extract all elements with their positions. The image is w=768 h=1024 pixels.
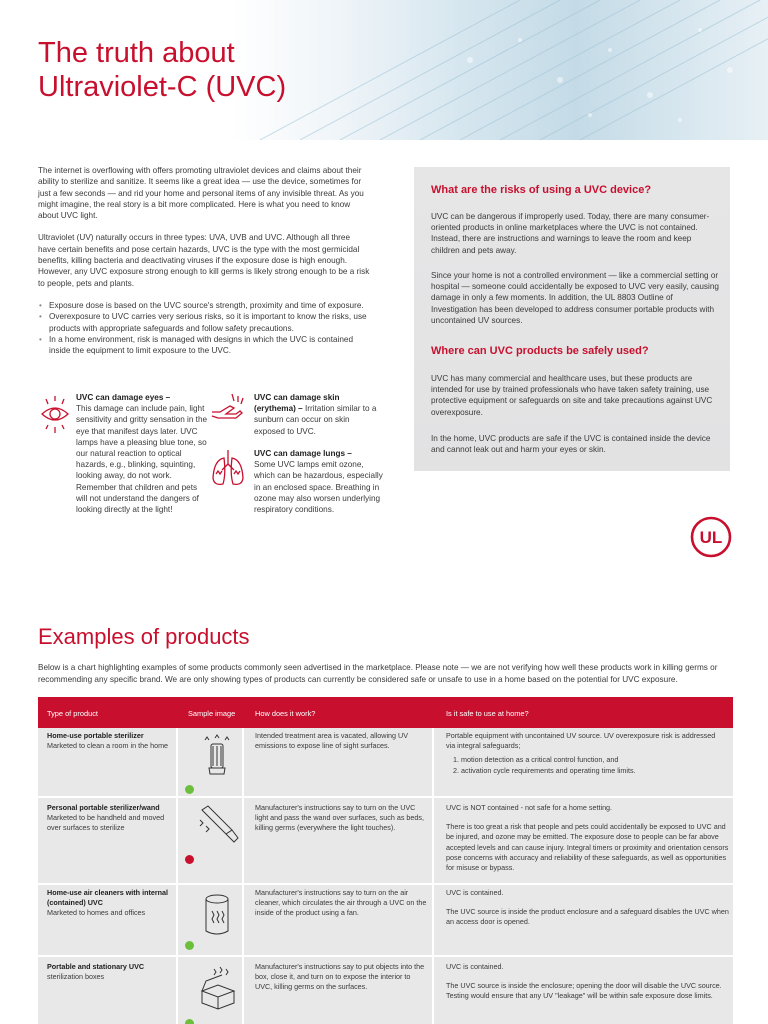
svg-text:UL: UL bbox=[699, 528, 723, 547]
status-dot-safe bbox=[185, 1019, 194, 1024]
table-row bbox=[38, 885, 733, 957]
col-header-type: Type of product bbox=[47, 709, 98, 718]
air-cleaner-icon bbox=[202, 891, 232, 937]
row-safe-detail: The UVC source is inside the enclosure; opening the door will disable the UVC source. Testing would ensure that any UV "leakage" will be within safe exposure dose limits. bbox=[446, 981, 722, 1001]
hazard-eyes bbox=[76, 392, 208, 515]
row-how: Intended treatment area is vacated, allowing UV emissions to expose line of sight surfaces. bbox=[255, 731, 409, 751]
sidebar-heading-risks: What are the risks of using a UVC device? bbox=[431, 184, 652, 196]
sidebar-heading-safe-use: Where can UVC products be safely used? bbox=[431, 345, 649, 357]
safeguard-list bbox=[446, 755, 726, 775]
table-row bbox=[38, 957, 733, 1024]
row-safe bbox=[446, 731, 726, 776]
row-type-desc: sterilization boxes bbox=[47, 972, 105, 982]
row-type-desc: Marketed to homes and offices bbox=[47, 908, 146, 918]
examples-heading: Examples of products bbox=[38, 624, 250, 649]
hazard-lungs bbox=[254, 448, 386, 515]
intro-bullet-list bbox=[38, 300, 370, 356]
eye-icon bbox=[40, 394, 70, 436]
col-header-sample: Sample image bbox=[188, 709, 236, 718]
table-header bbox=[38, 697, 733, 728]
hazard-skin bbox=[254, 392, 382, 437]
list-item: 1. motion detection as a critical control function, and bbox=[453, 755, 619, 765]
examples-intro: Below is a chart highlighting examples of some products commonly seen advertised in the marketplace. Please note — we are not verifying how well these products work in killing germs or recommending any specific brand. We are only showing types of products can currently be considered safe or unsafe to use in a home based on the potential for UVC exposure. bbox=[38, 663, 718, 684]
uv-wand-icon bbox=[196, 804, 240, 848]
list-item: • In a home environment, risk is managed with designs in which the UVC is contained inside the equipment to limit exposure to the UVC. bbox=[38, 334, 370, 357]
sterilization-box-icon bbox=[198, 965, 238, 1011]
table-row bbox=[38, 798, 733, 885]
row-type bbox=[47, 803, 173, 834]
row-type-title: Home-use portable sterilizer bbox=[47, 731, 144, 740]
row-safe bbox=[446, 888, 730, 928]
list-item: • Exposure dose is based on the UVC source's strength, proximity and time of exposure. bbox=[38, 300, 370, 311]
row-safe-text: UVC is contained. bbox=[446, 962, 504, 971]
sidebar-paragraph-4: In the home, UVC products are safe if the UVC is contained inside the device and cannot leak out and harm your eyes or skin. bbox=[431, 434, 711, 455]
table-row bbox=[38, 728, 733, 798]
intro-paragraph-1: The internet is overflowing with offers promoting ultraviolet devices and claims about their ability to sterilize and sanitize. It seems like a great idea — use the device, sometimes for just a few seconds — and rid your home and personal items of any invisible threat. As you might imagine, the real story is a bit more complicated. Here is what you need to know about UVC light. bbox=[38, 166, 364, 221]
row-how: Manufacturer's instructions say to turn on the UVC light and pass the wand over surfaces, such as beds, killing germs (everywhere the light touches). bbox=[255, 803, 425, 833]
hazard-skin-title: UVC can damage skin (erythema) – bbox=[254, 393, 340, 414]
row-type bbox=[47, 962, 173, 982]
ul-logo bbox=[690, 516, 732, 558]
hazard-lungs-text: Some UVC lamps emit ozone, which can be hazardous, especially in an enclosed space. Breathing in ozone may also worsen underlying respiratory conditions. bbox=[254, 460, 383, 515]
hand-rays-icon bbox=[210, 392, 246, 420]
col-header-how: How does it work? bbox=[255, 709, 316, 718]
intro-text bbox=[38, 165, 370, 356]
lungs-icon bbox=[210, 448, 246, 490]
col-header-safe: Is it safe to use at home? bbox=[446, 709, 529, 718]
row-type-desc: Marketed to clean a room in the home bbox=[47, 741, 169, 751]
status-dot-unsafe bbox=[185, 855, 194, 864]
list-item: • Overexposure to UVC carries very serious risks, so it is important to know the risks, use products with appropriate safeguards and follow safety precautions. bbox=[38, 311, 370, 334]
status-dot-safe bbox=[185, 785, 194, 794]
row-type-desc: Marketed to be handheld and moved over surfaces to sterilize bbox=[47, 813, 165, 833]
row-how: Manufacturer's instructions say to turn on the air cleaner, which circulates the air through a UVC on the inside of the product using a fan. bbox=[255, 888, 427, 918]
row-type-title: Personal portable sterilizer/wand bbox=[47, 803, 160, 812]
hazard-eyes-title: UVC can damage eyes – bbox=[76, 393, 171, 402]
risk-sidebar bbox=[414, 167, 730, 471]
list-item: 2. activation cycle requirements and operating time limits. bbox=[453, 765, 636, 775]
row-safe-text: UVC is contained. bbox=[446, 888, 504, 897]
room-sterilizer-lamp-icon bbox=[202, 734, 232, 778]
row-safe-detail: There is too great a risk that people and pets could accidentally be exposed to UVC and be injured, and ozone may be emitted. The exposure dose to people can be far above accepted levels and can cause injury. Integral timers or proximity and orientation censors pose concerns with accuracy and reliability of these safeguards, as well as opportunities for misuse or bypass. bbox=[446, 822, 729, 873]
hazard-lungs-title: UVC can damage lungs – bbox=[254, 449, 352, 458]
hazard-eyes-text: This damage can include pain, light sensitivity and gritty sensation in the eye that manifest days later. UVC lamps have a pleasing blue tone, so our natural reaction to optical hazards, e.g., blinking, squinting, looking away, do not work. Remember that children and pets will not understand the dangers of looking directly at the light! bbox=[76, 404, 208, 515]
products-table bbox=[38, 697, 733, 1024]
row-safe bbox=[446, 962, 730, 1002]
hazard-skin-text: Irritation similar to a sunburn can occur on skin exposed to UVC. bbox=[254, 404, 377, 436]
sidebar-paragraph-1: UVC can be dangerous if improperly used. Today, there are many consumer-oriented products in online marketplaces where the UVC is not contained. Instead, there are instructions and warnings to leave the room and keep children and pets away. bbox=[431, 212, 710, 255]
row-safe-text: Portable equipment with uncontained UV source. UV overexposure risk is addressed via integral safeguards; bbox=[446, 731, 716, 751]
row-safe bbox=[446, 803, 730, 873]
title-line-2: Ultraviolet-C (UVC) bbox=[38, 71, 287, 103]
intro-paragraph-2: Ultraviolet (UV) naturally occurs in three types: UVA, UVB and UVC. Although all three have certain benefits and pose certain hazards, UVC is the type with the most germicidal benefits, killing bacteria and deactivating viruses if the exposure dose is high enough. However, any UVC exposure strong enough to kill germs is likely strong enough to be a risk to people, pets and plants. bbox=[38, 233, 370, 288]
row-type-title: Home-use air cleaners with internal (contained) UVC bbox=[47, 888, 169, 908]
row-type-title: Portable and stationary UVC bbox=[47, 962, 145, 971]
status-dot-safe bbox=[185, 941, 194, 950]
row-type bbox=[47, 888, 173, 919]
row-safe-detail: The UVC source is inside the product enclosure and a safeguard disables the UVC when an access door is opened. bbox=[446, 907, 729, 927]
row-safe-text: UVC is NOT contained - not safe for a home setting. bbox=[446, 803, 613, 812]
title-line-1: The truth about bbox=[38, 37, 235, 69]
hero-banner bbox=[0, 0, 768, 140]
sidebar-paragraph-3: UVC has many commercial and healthcare uses, but these products are intended for use by trained professionals who have taken safety training, use protective equipment or safeguards on site and take precautions against UVC overexposure. bbox=[431, 374, 713, 417]
page-title bbox=[38, 36, 286, 104]
sidebar-paragraph-2: Since your home is not a controlled environment — like a commercial setting or hospital — someone could accidentally be exposed to UVC very easily, causing damage in only a few moments. In addition, the UL 8803 Outline of Investigation has been developed to address consumer portable products with uncontained UV sources. bbox=[431, 271, 719, 325]
row-how: Manufacturer's instructions say to put objects into the box, close it, and turn on to expose the interior to UVC, killing germs on the surfaces. bbox=[255, 962, 425, 992]
row-type bbox=[47, 731, 173, 751]
